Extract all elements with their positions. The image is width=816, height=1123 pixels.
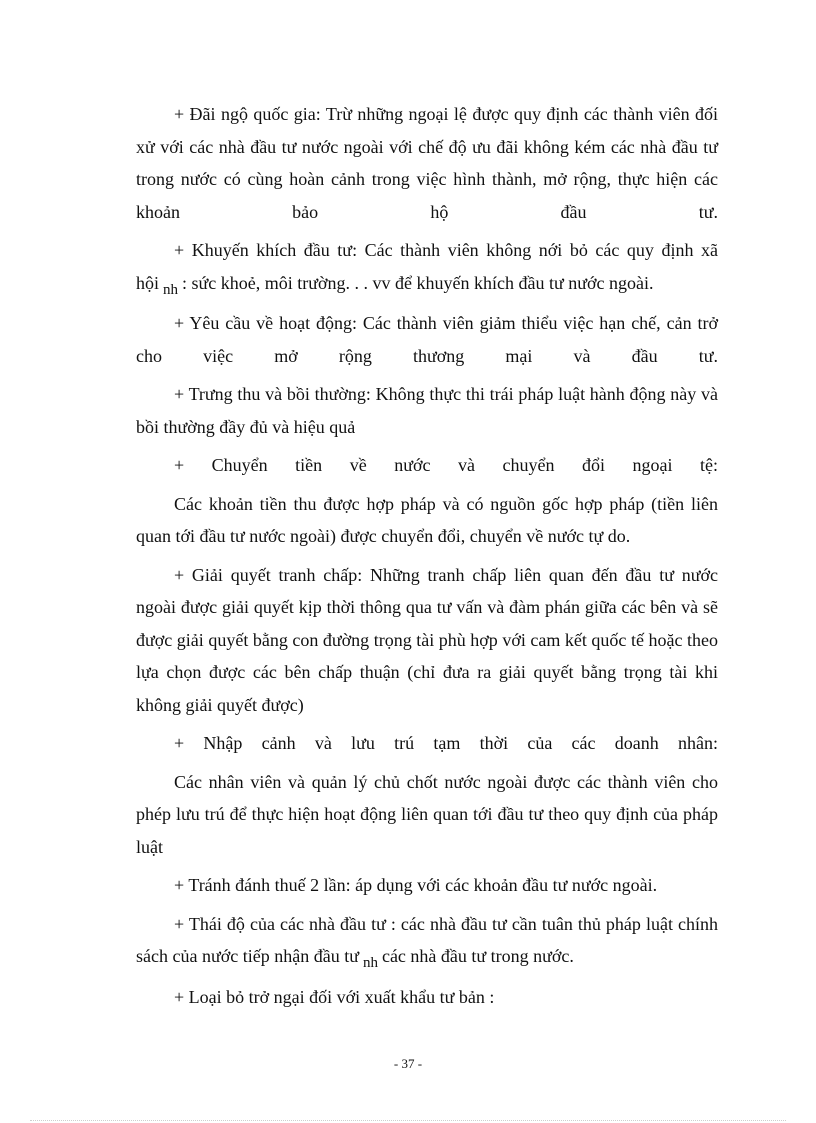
paragraph-text: + Thái độ của các nhà đầu tư : các nhà đầu tư cần tuân thủ pháp luật chính sách của nước tiếp nhận đầu tư: [136, 913, 718, 966]
paragraph-giai-quyet-tranh-chap: + Giải quyết tranh chấp: Những tranh chấp liên quan đến đầu tư nước ngoài được giải quyết kịp thời thông qua tư vấn và đàm phán giữa các bên và sẽ được giải quyết bằng con đường trọng tài phù hợp với cam kết quốc tế hoặc theo lựa chọn được các bên chấp thuận (chỉ đưa ra giải quyết bằng trọng tài khi không giải quyết được): [136, 564, 718, 715]
paragraph-thai-do-nha-dau-tu: [136, 908, 718, 975]
paragraph-text: + Khuyến khích đầu tư: Các thành viên không nới bỏ các quy định xã hội: [136, 240, 718, 293]
page-number: - 37 -: [393, 1056, 423, 1071]
paragraph-chuyen-tien-body: Các khoản tiền thu được hợp pháp và có nguồn gốc hợp pháp (tiền liên quan tới đầu tư nước ngoài) được chuyển đổi, chuyển về nước tự do.: [136, 493, 718, 546]
paragraph-chuyen-tien-heading: + Chuyển tiền về nước và chuyển đổi ngoại tệ:: [174, 455, 718, 475]
paragraph-yeu-cau-ve-hoat-dong: + Yêu cầu về hoạt động: Các thành viên giảm thiểu việc hạn chế, cản trở cho việc mở rộng thương mại và đầu tư.: [136, 313, 718, 366]
paragraph-dai-ngo-quoc-gia: + Đãi ngộ quốc gia: Trừ những ngoại lệ được quy định các thành viên đối xử với các nhà đầu tư nước ngoài với chế độ ưu đãi không kém các nhà đầu tư trong nước có cùng hoàn cảnh trong việc hình thành, mở rộng, thực hiện các khoản bảo hộ đầu tư.: [136, 104, 718, 222]
paragraph-loai-bo-tro-ngai: + Loại bỏ trở ngại đối với xuất khẩu tư bản :: [174, 986, 495, 1007]
document-page: [136, 98, 718, 1019]
subscript-fragment: nh: [362, 955, 378, 971]
paragraph-nhap-canh-body: Các nhân viên và quản lý chủ chốt nước ngoài được các thành viên cho phép lưu trú để thực hiện hoạt động liên quan tới đầu tư theo quy định của pháp luật: [136, 771, 718, 857]
page-bottom-divider: [30, 1120, 786, 1121]
paragraph-trung-thu-boi-thuong: + Trưng thu và bồi thường: Không thực thi trái pháp luật hành động này và bồi thường đầy đủ và hiệu quả: [136, 384, 718, 437]
paragraph-text: các nhà đầu tư trong nước.: [381, 946, 574, 966]
paragraph-tranh-danh-thue: + Tránh đánh thuế 2 lần: áp dụng với các khoản đầu tư nước ngoài.: [174, 875, 658, 895]
subscript-fragment: nh: [163, 281, 179, 298]
paragraph-khuyen-khich-dau-tu: [136, 234, 718, 301]
paragraph-text: : sức khoẻ, môi trường. . . vv để khuyến khích đầu tư nước ngoài.: [182, 272, 654, 293]
paragraph-nhap-canh-heading: + Nhập cảnh và lưu trú tạm thời của các doanh nhân:: [174, 733, 718, 753]
